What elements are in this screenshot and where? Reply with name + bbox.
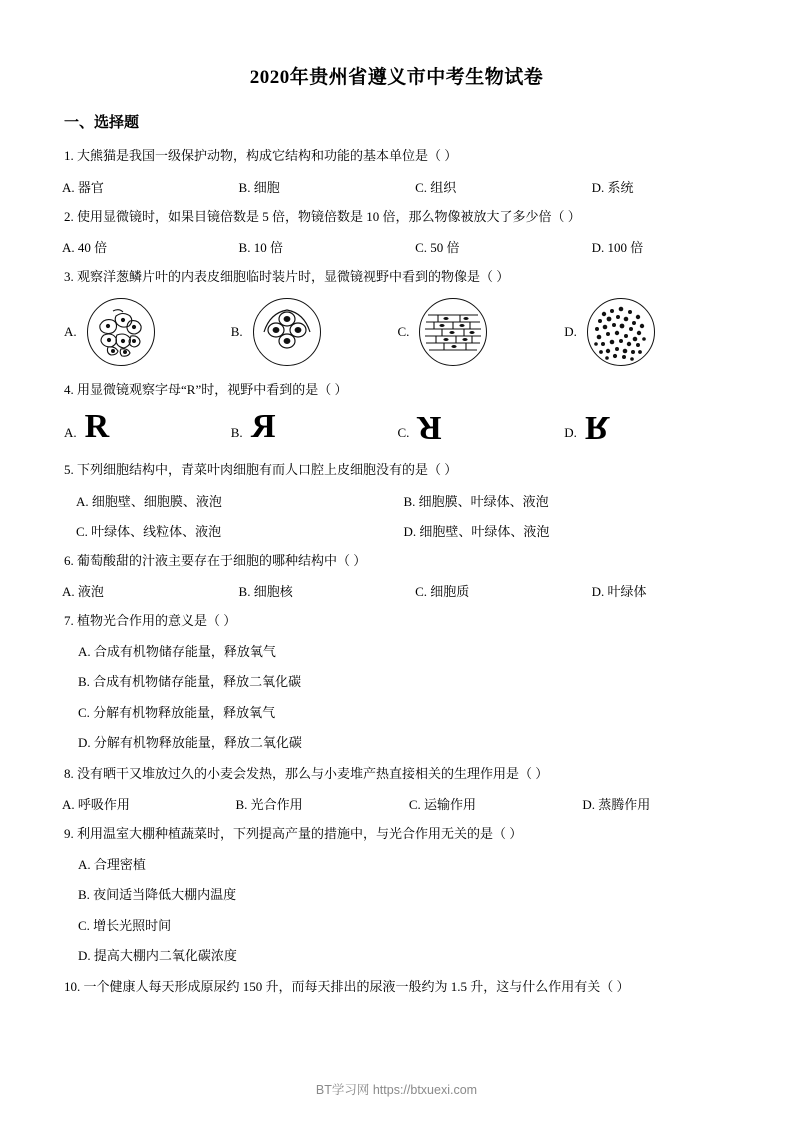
question-4-stem: 4. 用显微镜观察字母“R”时，视野中看到的是（ ） bbox=[64, 381, 348, 397]
option-a[interactable]: A. 40 倍 bbox=[62, 240, 108, 255]
microscope-view-dense-granules-icon bbox=[587, 298, 655, 366]
figure-label-a: A. bbox=[64, 425, 77, 440]
option-c[interactable]: C. 运输作用 bbox=[408, 797, 477, 812]
letter-r-flipped-vertical-icon: R bbox=[584, 409, 610, 446]
figure-option-c[interactable] bbox=[398, 298, 565, 366]
question-9-stem: 9. 利用温室大棚种植蔬菜时，下列提高产量的措施中，与光合作用无关的是（ ） bbox=[64, 826, 523, 841]
letter-r-normal-icon: R bbox=[84, 408, 110, 445]
option-b[interactable]: B. 光合作用 bbox=[235, 797, 303, 812]
question-10-stem: 10. 一个健康人每天形成原尿约 150 升，而每天排出的尿液一般约为 1.5 升，这与什么作用有关（ ） bbox=[64, 978, 630, 994]
figure-label-b: B. bbox=[230, 323, 243, 339]
page-footer: BT学习网 https://btxuexi.com bbox=[315, 1083, 478, 1097]
option-b[interactable]: B. 细胞 bbox=[238, 179, 280, 195]
question-6-stem: 6. 葡萄酸甜的汁液主要存在于细胞的哪种结构中（ ） bbox=[64, 552, 367, 568]
figure-label-c: C. bbox=[397, 425, 410, 440]
page-title: 2020年贵州省遵义市中考生物试卷 bbox=[249, 67, 544, 88]
microscope-view-irregular-cells-icon bbox=[87, 298, 155, 366]
question-1-options bbox=[62, 177, 731, 196]
question-3-stem: 3. 观察洋葱鳞片叶的内表皮细胞临时装片时，显微镜视野中看到的物像是（ ） bbox=[64, 269, 510, 284]
microscope-view-elongated-cells-icon bbox=[419, 298, 487, 366]
option-d[interactable]: D. 100 倍 bbox=[591, 240, 644, 255]
letter-r-mirrored-icon: R bbox=[250, 408, 276, 445]
question-6-options bbox=[62, 581, 731, 600]
figure-option-a[interactable] bbox=[64, 298, 231, 366]
question-2-stem: 2. 使用显微镜时，如果目镜倍数是 5 倍，物镜倍数是 10 倍，那么物像被放大了多少倍（ ） bbox=[64, 208, 581, 224]
option-d[interactable]: D. 叶绿体 bbox=[591, 584, 647, 599]
question-1-stem: 1. 大熊猫是我国一级保护动物，构成它结构和功能的基本单位是（ ） bbox=[64, 148, 458, 163]
option-a[interactable]: A. 液泡 bbox=[62, 584, 104, 599]
option-d[interactable]: D. 系统 bbox=[591, 179, 634, 195]
option-c[interactable]: C. 细胞质 bbox=[415, 584, 470, 599]
question-5-options-row-2 bbox=[62, 521, 731, 540]
option-b[interactable]: B. 细胞核 bbox=[238, 584, 293, 599]
option-a[interactable]: A. 合成有机物储存能量，释放氧气 bbox=[78, 643, 276, 659]
question-7-stem: 7. 植物光合作用的意义是（ ） bbox=[64, 613, 237, 628]
question-5-options-row-1 bbox=[62, 491, 731, 510]
option-d[interactable]: D. 蒸腾作用 bbox=[582, 797, 651, 812]
option-a[interactable]: A. 呼吸作用 bbox=[62, 797, 130, 812]
letter-r-rotated-180-icon: R bbox=[417, 409, 442, 446]
question-8-options bbox=[62, 794, 731, 813]
figure-label-b: B. bbox=[230, 425, 243, 440]
option-b[interactable]: B. 细胞膜、叶绿体、液泡 bbox=[403, 493, 549, 509]
option-a[interactable]: A. 细胞壁、细胞膜、液泡 bbox=[76, 493, 222, 509]
question-2-options bbox=[62, 237, 731, 256]
microscope-view-round-cells-icon bbox=[253, 298, 321, 366]
option-c[interactable]: C. 增长光照时间 bbox=[78, 917, 172, 933]
option-a[interactable]: A. 合理密植 bbox=[78, 856, 146, 872]
figure-option-c[interactable] bbox=[398, 410, 565, 444]
option-b[interactable]: B. 夜间适当降低大棚内温度 bbox=[78, 887, 237, 902]
option-c[interactable]: C. 50 倍 bbox=[415, 240, 460, 255]
option-d[interactable]: D. 分解有机物释放能量，释放二氧化碳 bbox=[78, 735, 302, 750]
question-8-stem: 8. 没有晒干又堆放过久的小麦会发热，那么与小麦堆产热直接相关的生理作用是（ ） bbox=[64, 765, 549, 781]
figure-option-b[interactable] bbox=[231, 298, 398, 366]
figure-label-a: A. bbox=[64, 323, 77, 339]
figure-option-d[interactable] bbox=[564, 410, 731, 444]
figure-option-a[interactable] bbox=[64, 410, 231, 444]
option-b[interactable]: B. 合成有机物储存能量，释放二氧化碳 bbox=[78, 674, 302, 689]
figure-label-d: D. bbox=[564, 425, 577, 440]
figure-option-d[interactable] bbox=[564, 298, 731, 366]
section-heading: 一、选择题 bbox=[64, 115, 140, 131]
figure-label-c: C. bbox=[397, 323, 410, 339]
question-5-stem: 5. 下列细胞结构中，青菜叶肉细胞有而人口腔上皮细胞没有的是（ ） bbox=[64, 462, 458, 477]
option-c[interactable]: C. 组织 bbox=[415, 179, 457, 195]
figure-option-b[interactable] bbox=[231, 410, 398, 444]
option-c[interactable]: C. 分解有机物释放能量，释放氧气 bbox=[78, 704, 276, 720]
question-3-figure-options bbox=[64, 298, 731, 366]
option-b[interactable]: B. 10 倍 bbox=[238, 240, 283, 255]
option-c[interactable]: C. 叶绿体、线粒体、液泡 bbox=[76, 523, 222, 539]
option-d[interactable]: D. 细胞壁、叶绿体、液泡 bbox=[403, 523, 550, 539]
option-a[interactable]: A. 器官 bbox=[62, 179, 104, 195]
figure-label-d: D. bbox=[564, 323, 577, 339]
option-d[interactable]: D. 提高大棚内二氧化碳浓度 bbox=[78, 948, 237, 963]
question-4-figure-options bbox=[64, 410, 731, 444]
